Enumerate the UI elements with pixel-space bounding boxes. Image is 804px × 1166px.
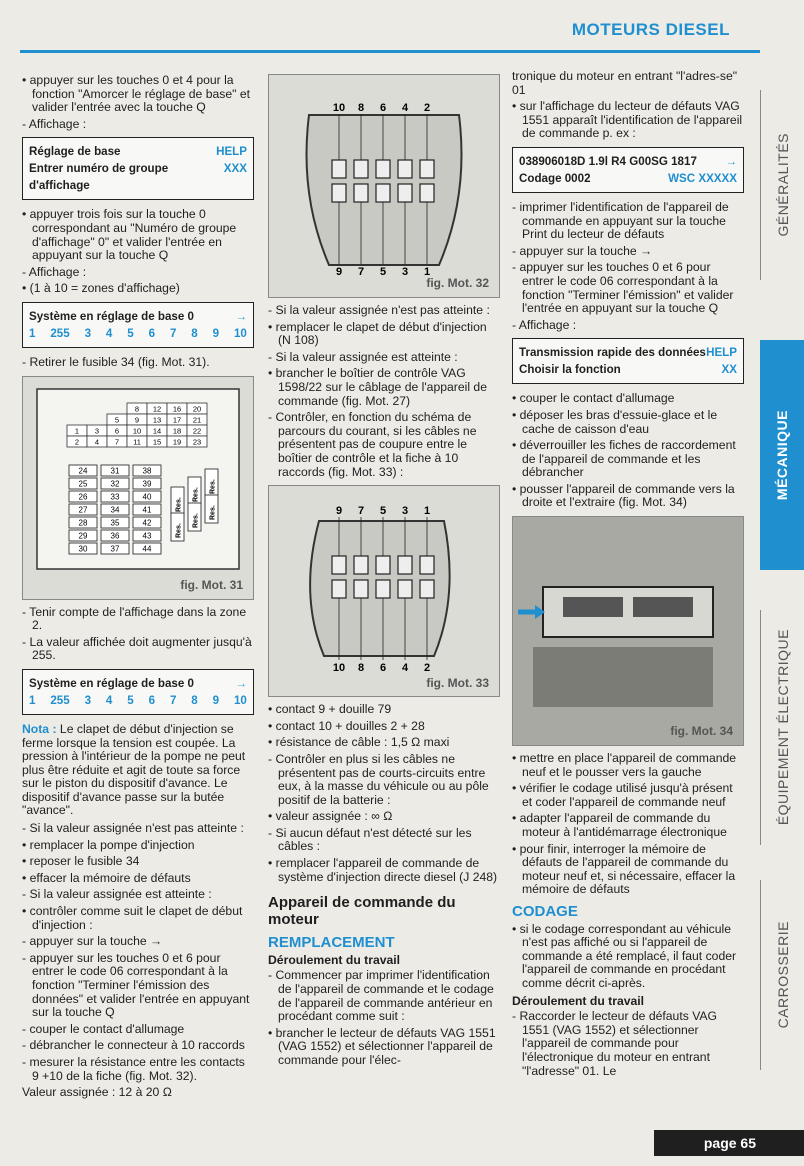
zone-value: 3	[84, 693, 92, 707]
figure-connector-33	[268, 485, 500, 697]
note	[22, 723, 254, 818]
fuse-number: 23	[192, 437, 202, 447]
list-item: • déposer les bras d'essuie-glace et le cache de caisson d'eau	[512, 407, 718, 436]
display-line: Entrer numéro de groupe d'affichage	[29, 162, 169, 193]
connector-pin	[398, 556, 412, 574]
list-item: • contact 9 + douille 79	[268, 702, 392, 717]
fuse-number: 43	[142, 531, 152, 541]
fuse-number: 21	[192, 415, 202, 425]
display-arrow: →	[235, 309, 247, 323]
zone-value: 7	[169, 693, 177, 707]
paragraph: • appuyer sur les touches 0 et 4 pour la fonction "Amorcer le réglage de base" et valider l'entrée avec la touche Q	[22, 73, 250, 115]
list-item: - Si la valeur assignée n'est pas atteinte :	[22, 821, 244, 836]
tab-label: ÉQUIPEMENT ÉLECTRIQUE	[775, 629, 791, 826]
display-value: HELP	[216, 145, 247, 159]
connector-pin	[354, 580, 368, 598]
display-box	[22, 302, 254, 348]
fuse-number: 31	[110, 466, 120, 476]
list-item: - débrancher le connecteur à 10 raccords	[22, 1038, 245, 1053]
subsection-heading: CODAGE	[512, 903, 578, 920]
fuse-number: 37	[110, 544, 120, 554]
tab-label: GÉNÉRALITÉS	[775, 133, 791, 237]
fuse-number: 13	[152, 415, 162, 425]
list-item: • pousser l'appareil de commande vers la droite et l'extraire (fig. Mot. 34)	[512, 481, 735, 510]
fuse-number: 4	[94, 437, 100, 447]
list-item: • brancher le lecteur de défauts VAG 1551 (VAG 1552) et sélectionner l'appareil de commande pour l'élec-	[268, 1025, 496, 1067]
list-item: • couper le contact d'allumage	[512, 391, 675, 406]
fuse-number: 11	[133, 437, 141, 447]
fuse-left-grid	[69, 465, 161, 554]
fuse-number: 6	[114, 426, 120, 436]
fuse-number: 10	[132, 426, 142, 436]
connector-pin	[398, 184, 412, 202]
zone-value: 255	[50, 693, 70, 707]
list-item: - appuyer sur les touches 0 et 6 pour entrer le code 06 correspondant à la fonction "Terminer l'émission des données" et valider l'entrée en appuyant sur la touche Q	[22, 950, 250, 1020]
pin-label: 3	[401, 266, 409, 278]
fuse-number: 2	[74, 437, 80, 447]
column-1	[22, 74, 254, 1103]
connector-pin	[354, 160, 368, 178]
fuse-number: 38	[142, 466, 152, 476]
connector-pin	[398, 580, 412, 598]
fuse-box-diagram	[23, 377, 253, 599]
fuse-number: 30	[78, 544, 88, 554]
pin-label: 9	[335, 505, 343, 518]
display-line: Choisir la fonction	[519, 363, 621, 377]
zone-value: 10	[233, 693, 247, 707]
display-line: Codage 0002	[519, 171, 591, 185]
zone-value: 6	[148, 693, 156, 707]
connector-pin	[376, 184, 390, 202]
list-item: • mettre en place l'appareil de commande neuf et le pousser vers la gauche	[512, 751, 737, 779]
pin-label: 9	[335, 266, 343, 278]
connector-pin	[420, 580, 434, 598]
pin-label: 8	[357, 102, 365, 114]
paragraph: - Retirer le fusible 34 (fig. Mot. 31).	[22, 354, 210, 369]
page-number: page 65	[654, 1130, 804, 1156]
tab-carrosserie[interactable]	[760, 880, 804, 1070]
display-value: XX	[721, 363, 737, 377]
display-box	[22, 669, 254, 715]
list-item: - Affichage :	[512, 317, 577, 332]
fuse-number: 5	[114, 415, 120, 425]
tab-mecanique[interactable]	[760, 340, 804, 570]
fuse-number: 1	[74, 426, 80, 436]
paragraph: • (1 à 10 = zones d'affichage)	[22, 281, 180, 296]
figure-connector-32	[268, 74, 500, 298]
display-box	[512, 147, 744, 193]
relay-label: Res.	[209, 478, 217, 494]
list-item: • reposer le fusible 34	[22, 854, 140, 869]
fuse-number: 24	[78, 466, 88, 476]
list	[512, 201, 744, 332]
zone-value: 1	[29, 326, 36, 340]
fuse-number: 40	[142, 492, 152, 502]
tab-label: CARROSSERIE	[775, 921, 791, 1029]
list-item: - Si aucun défaut n'est détecté sur les câbles :	[268, 825, 472, 854]
connector-pin	[376, 556, 390, 574]
list-item: • sur l'affichage du lecteur de défauts VAG 1551 apparaît l'identification de l'appareil de commande p. ex :	[512, 99, 743, 141]
zone-value: 10	[233, 326, 247, 340]
display-value: WSC XXXXX	[668, 171, 737, 185]
list	[512, 392, 744, 510]
zone-value: 9	[212, 326, 220, 340]
display-line: Système en réglage de base 0	[29, 676, 194, 690]
list-item: • contact 10 + douilles 2 + 28	[268, 718, 425, 733]
connector-pin	[376, 160, 390, 178]
fuse-number: 29	[78, 531, 88, 541]
list-item: • effacer la mémoire de défauts	[22, 870, 191, 885]
zone-value: 8	[191, 326, 198, 340]
connector-pin	[376, 580, 390, 598]
column-2	[268, 74, 500, 1071]
figure-caption: fig. Mot. 31	[180, 577, 243, 592]
list-item: tronique du moteur en entrant "l'adres-se" 01	[512, 69, 738, 97]
pin-label: 7	[357, 505, 365, 518]
list-item: • résistance de câble : 1,5 Ω maxi	[268, 735, 450, 750]
pin-label: 1	[423, 266, 431, 278]
pin-label: 7	[357, 266, 365, 278]
list-item: - mesurer la résistance entre les contacts 9 +10 de la fiche (fig. Mot. 32).	[22, 1054, 245, 1083]
relay-label: Res.	[175, 496, 183, 512]
list-item: - Contrôler en plus si les câbles ne présentent pas de courts-circuits entre eux, à la masse du véhicule ou au pôle positif de la batterie :	[268, 751, 489, 807]
engine-bay	[533, 647, 713, 707]
ecu-photo	[513, 517, 743, 745]
section-heading: Appareil de commande du moteur	[268, 894, 456, 929]
pin-label: 10	[332, 102, 346, 114]
list-item: • brancher le boîtier de contrôle VAG 1598/22 sur le câblage de l'appareil de commande (fig. Mot. 27)	[268, 366, 487, 408]
list	[22, 822, 254, 1100]
relay-label: Res.	[175, 522, 183, 538]
tab-generalites[interactable]	[760, 90, 804, 280]
figure-ecu-photo	[512, 516, 744, 746]
fuse-number: 17	[172, 415, 182, 425]
display-line: Système en réglage de base 0	[29, 309, 194, 323]
zone-value: 3	[84, 326, 92, 340]
list-item: - couper le contact d'allumage	[22, 1021, 185, 1036]
list-item: • pour finir, interroger la mémoire de défauts de l'appareil de commande du moteur neuf et, si nécessaire, effacer la mémoire de défauts	[512, 841, 736, 897]
fuse-number: 39	[142, 479, 152, 489]
list-item: • remplacer l'appareil de commande de système d'injection directe diesel (J 248)	[268, 856, 498, 884]
fuse-number: 19	[172, 437, 182, 447]
page-header	[0, 12, 760, 48]
fuse-number: 7	[114, 437, 120, 447]
display-line: Réglage de base	[29, 145, 121, 159]
fuse-number: 36	[110, 531, 120, 541]
display-value: HELP	[706, 346, 737, 360]
zone-value: 4	[105, 693, 113, 707]
connector-pin	[332, 184, 346, 202]
list-item: - appuyer sur la touche →	[22, 934, 163, 949]
fuse-number: 34	[110, 505, 120, 515]
pin-label: 8	[357, 662, 365, 675]
fuse-number: 32	[110, 479, 120, 489]
list-item: • valeur assignée : ∞ Ω	[268, 809, 393, 824]
display-zones	[29, 692, 247, 709]
zone-value: 1	[29, 693, 36, 707]
zone-value: 4	[105, 326, 113, 340]
pin-label: 1	[423, 505, 431, 518]
display-line: 038906018D 1.9l R4 G00SG 1817	[519, 154, 697, 168]
relay-label: Res.	[209, 504, 217, 520]
note-text: Le clapet de début d'injection se ferme lorsque la tension est coupée. La pression à l'intérieur de la pompe ne peut plus être réduite et agit de toute sa force sur le piston du dispositif d'avance. Le dispositif d'avance passe sur la butée "avance".	[22, 721, 246, 818]
figure-caption: fig. Mot. 33	[426, 675, 489, 690]
fuse-number: 18	[172, 426, 182, 436]
pin-label: 5	[379, 505, 387, 518]
list-item: - appuyer sur les touches 0 et 6 pour entrer le code 06 correspondant à la fonction "Terminer l'émission" et valider l'entrée en appuyant sur la touche Q	[512, 260, 734, 316]
subsection-heading: REMPLACEMENT	[268, 934, 395, 952]
figure-caption: fig. Mot. 34	[670, 724, 733, 739]
list-item: - imprimer l'identification de l'appareil de commande en appuyant sur la touche Print du lecteur de défauts	[512, 199, 729, 242]
pin-label: 10	[332, 662, 346, 675]
procedure-heading: Déroulement du travail	[268, 952, 401, 967]
list-item: - Si la valeur assignée n'est pas atteinte :	[268, 303, 490, 317]
list	[268, 703, 500, 884]
relay-label: Res.	[192, 512, 200, 528]
list-item: • déverrouiller les fiches de raccordement de l'appareil de commande et les débrancher	[512, 438, 736, 480]
pin-label: 4	[401, 102, 409, 114]
connector-diagram-33	[269, 486, 499, 696]
pin-label: 4	[401, 662, 409, 675]
display-arrow: →	[725, 154, 737, 168]
connector-pin	[420, 184, 434, 202]
fuse-number: 16	[172, 404, 182, 414]
fuse-number: 27	[78, 505, 88, 515]
fuse-number: 41	[142, 505, 152, 515]
list-item: - Contrôler, en fonction du schéma de parcours du courant, si les câbles ne présentent pas de coupure entre le boîtier de contrôle et la fiche à 10 raccords (fig. Mot. 33) :	[268, 410, 477, 479]
list-item: - Raccorder le lecteur de défauts VAG 1551 (VAG 1552) et sélectionner l'appareil de commande pour l'électronique du moteur en entrant "l'adresse" 01. Le	[512, 1009, 718, 1078]
procedure-heading: Déroulement du travail	[512, 993, 645, 1008]
connector-pin	[332, 580, 346, 598]
tab-equipement-electrique[interactable]	[760, 610, 804, 845]
ecu-connector	[563, 597, 623, 617]
column-3	[512, 70, 744, 1081]
connector-pin	[332, 160, 346, 178]
display-box	[22, 137, 254, 200]
pin-label: 5	[379, 266, 387, 278]
zone-value: 5	[127, 326, 134, 340]
header-rule	[20, 50, 760, 53]
figure-fuse-box	[22, 376, 254, 600]
pin-label: 2	[423, 662, 431, 675]
list-item: • adapter l'appareil de commande du moteur à l'antidémarrage électronique	[512, 811, 727, 840]
fuse-number: 3	[94, 426, 100, 436]
display-line: Transmission rapide des données	[519, 346, 706, 360]
list-item: Valeur assignée : 12 à 20 Ω	[22, 1085, 172, 1100]
list-item: • remplacer le clapet de début d'injection (N 108)	[268, 319, 487, 348]
paragraph: - La valeur affichée doit augmenter jusqu'à 255.	[22, 634, 252, 663]
list	[268, 304, 500, 479]
fuse-number: 33	[110, 492, 120, 502]
zone-value: 6	[148, 326, 156, 340]
display-arrow: →	[235, 676, 247, 690]
paragraph: • appuyer trois fois sur la touche 0 correspondant au "Numéro de groupe d'affichage" 0" et valider l'entrée en appuyant sur la touche Q	[22, 207, 237, 263]
fuse-number: 9	[134, 415, 140, 425]
fuse-number: 20	[192, 404, 202, 414]
connector-pin	[420, 556, 434, 574]
list-item: - appuyer sur la touche →	[512, 243, 653, 258]
list-item: • remplacer la pompe d'injection	[22, 837, 195, 852]
fuse-number: 42	[142, 518, 152, 528]
connector-pin	[354, 184, 368, 202]
fuse-number: 12	[152, 404, 162, 414]
pin-label: 6	[379, 102, 387, 114]
note-label: Nota :	[22, 721, 57, 736]
list-item: - Si la valeur assignée est atteinte :	[268, 349, 458, 364]
zone-value: 255	[50, 326, 70, 340]
fuse-number: 26	[78, 492, 88, 502]
zone-value: 9	[212, 693, 220, 707]
list	[512, 752, 744, 897]
zone-value: 7	[169, 326, 177, 340]
list-item: - Commencer par imprimer l'identification de l'appareil de commande et le codage de l'appareil de commande antérieur en procédant comme suit :	[268, 968, 494, 1024]
section-title: MOTEURS DIESEL	[571, 20, 730, 39]
connector-pin	[398, 160, 412, 178]
list-item: - Si la valeur assignée est atteinte :	[22, 887, 212, 902]
paragraph: - Affichage :	[22, 116, 87, 131]
fuse-number: 14	[152, 426, 162, 436]
pin-label: 3	[401, 505, 409, 518]
list-item: • si le codage correspondant au véhicule n'est pas affiché ou si l'appareil de commande a été remplacé, il faut coder l'appareil de commande en procédant comme décrit ci-après.	[512, 921, 737, 990]
display-zones	[29, 325, 247, 342]
pin-label: 2	[423, 102, 431, 114]
connector-pin	[420, 160, 434, 178]
zone-value: 8	[191, 693, 198, 707]
pin-label: 6	[379, 662, 387, 675]
ecu-connector	[633, 597, 693, 617]
paragraph: - Affichage :	[22, 264, 87, 279]
fuse-number: 44	[142, 544, 152, 554]
connector-diagram-32	[269, 75, 499, 297]
relay-label: Res.	[192, 486, 200, 502]
fuse-number: 15	[152, 437, 162, 447]
fuse-number: 35	[110, 518, 120, 528]
fuse-number: 25	[78, 479, 88, 489]
fuse-number: 28	[78, 518, 88, 528]
display-value: XXX	[223, 162, 247, 176]
fuse-number: 22	[192, 426, 202, 436]
display-box	[512, 338, 744, 384]
connector-pin	[354, 556, 368, 574]
figure-caption: fig. Mot. 32	[426, 276, 489, 291]
paragraph: - Tenir compte de l'affichage dans la zone 2.	[22, 604, 247, 633]
zone-value: 5	[127, 693, 134, 707]
fuse-number: 8	[134, 404, 140, 414]
list-item: • vérifier le codage utilisé jusqu'à présent et coder l'appareil de commande neuf	[512, 781, 733, 809]
list-item: • contrôler comme suit le clapet de début d'injection :	[22, 904, 243, 932]
connector-pin	[332, 556, 346, 574]
tab-label: MÉCANIQUE	[774, 409, 790, 501]
